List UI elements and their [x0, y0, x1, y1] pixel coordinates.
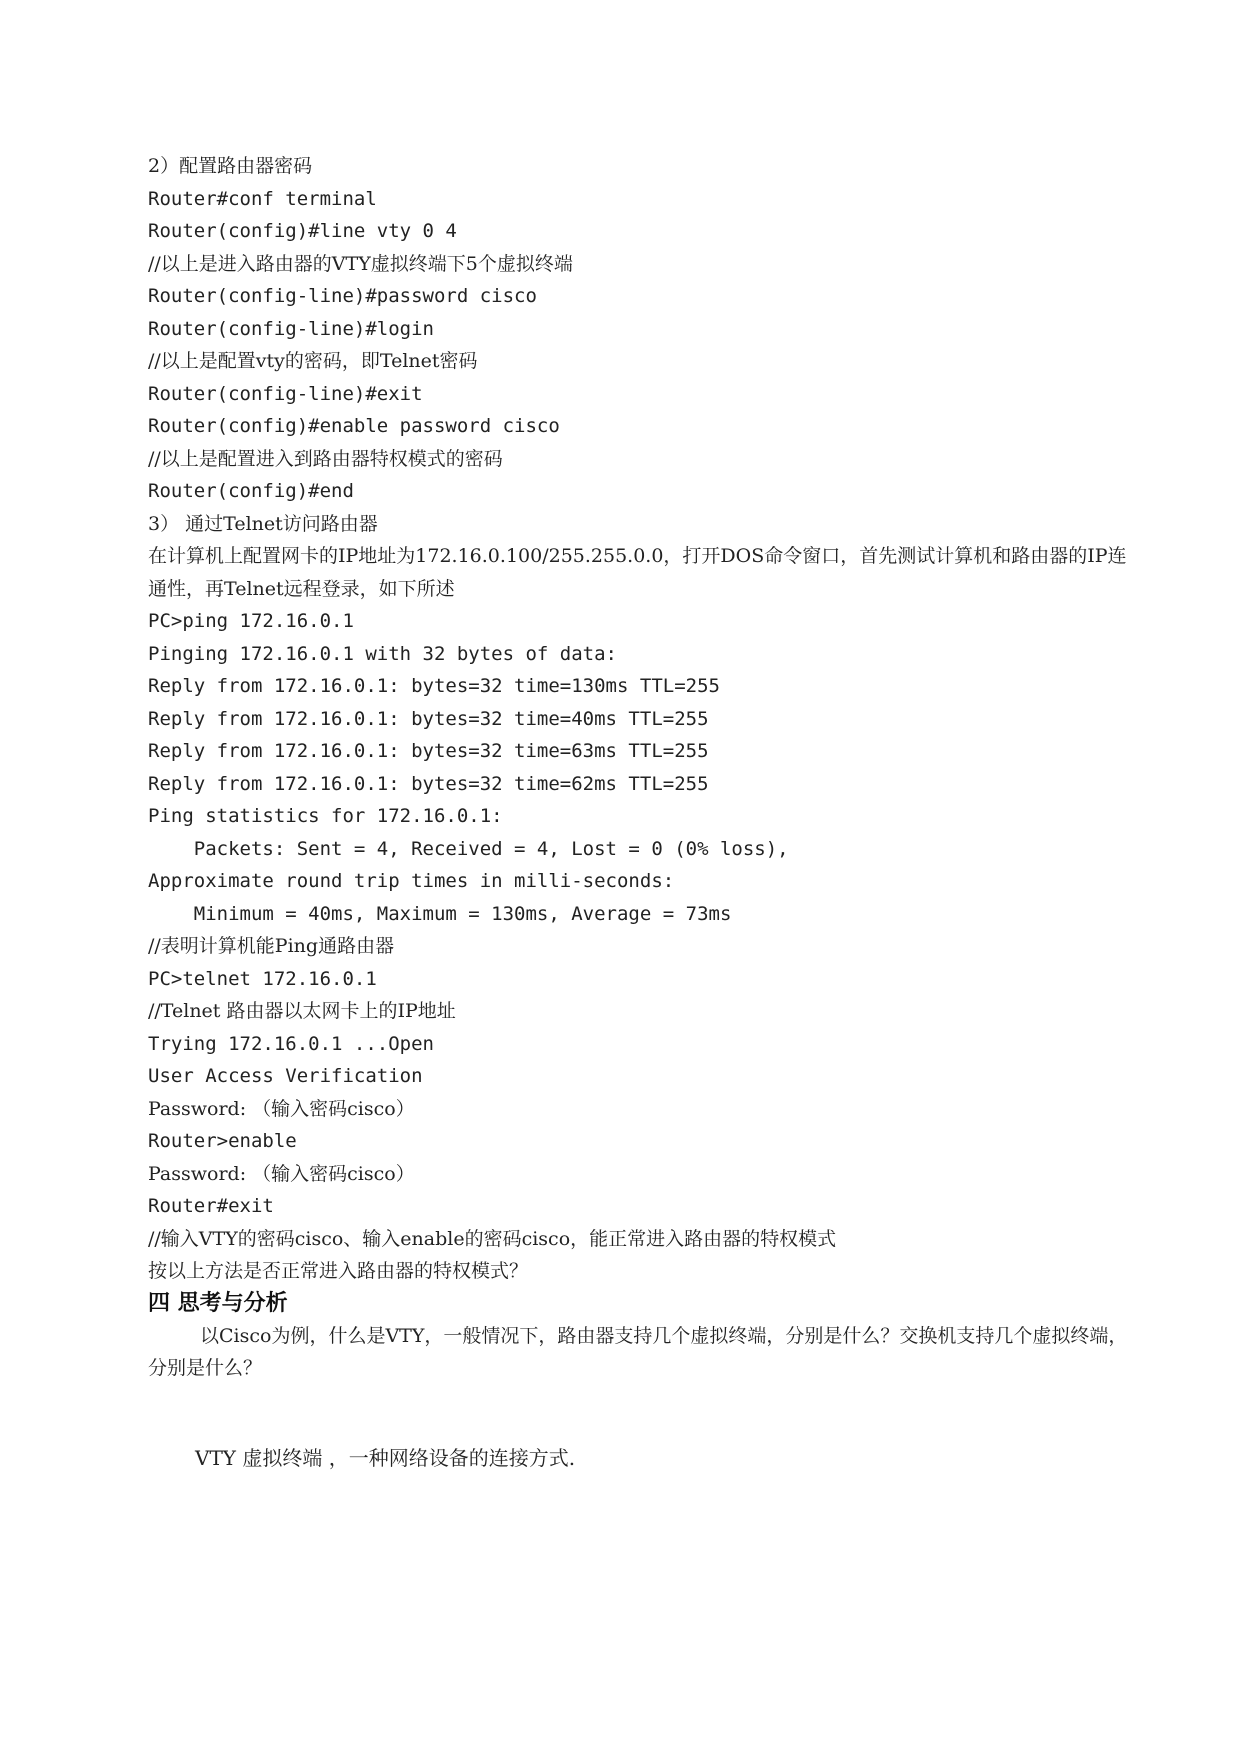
config-line: Router(config-line)#login	[148, 317, 434, 340]
ping-line: Pinging 172.16.0.1 with 32 bytes of data:	[148, 642, 617, 665]
telnet-line: Trying 172.16.0.1 ...Open	[148, 1032, 434, 1055]
section-3-title: 3） 通过Telnet访问路由器	[148, 512, 378, 535]
ping-line: Minimum = 40ms, Maximum = 130ms, Average = 73ms	[148, 902, 732, 925]
section-4-title: 四 思考与分析	[148, 1290, 288, 1316]
section-2-title: 2）配置路由器密码	[148, 155, 313, 177]
section-3-paragraph: 在计算机上配置网卡的IP地址为172.16.0.100/255.255.0.0，打开DOS命令窗口，首先测试计算机和路由器的IP连通性，再Telnet远程登录，如下所述	[148, 545, 1127, 600]
telnet-comment: //输入VTY的密码cisco、输入enable的密码cisco，能正常进入路由器的特权模式	[148, 1227, 837, 1250]
config-line: Router#conf terminal	[148, 187, 377, 210]
telnet-question: 按以上方法是否正常进入路由器的特权模式？	[148, 1260, 529, 1282]
ping-line: Reply from 172.16.0.1: bytes=32 time=62ms TTL=255	[148, 772, 709, 795]
config-line: Router(config)#end	[148, 480, 354, 502]
config-comment: //以上是进入路由器的VTY虚拟终端下5个虚拟终端	[148, 252, 573, 275]
ping-line: Reply from 172.16.0.1: bytes=32 time=130ms TTL=255	[148, 675, 720, 697]
telnet-session-block	[148, 963, 1128, 1288]
config-comment: //以上是配置vty的密码，即Telnet密码	[148, 350, 478, 372]
telnet-line: Router#exit	[148, 1195, 274, 1217]
ping-session-block	[148, 605, 1128, 963]
router-config-block	[148, 183, 1128, 508]
ping-line: Reply from 172.16.0.1: bytes=32 time=40ms TTL=255	[148, 707, 709, 730]
telnet-line: Password: （输入密码cisco）	[148, 1162, 415, 1185]
ping-line: Approximate round trip times in milli-seconds:	[148, 870, 675, 892]
config-line: Router(config-line)#exit	[148, 382, 423, 405]
telnet-line: Password: （输入密码cisco）	[148, 1097, 415, 1120]
config-line: Router(config)#enable password cisco	[148, 415, 560, 437]
ping-line: Reply from 172.16.0.1: bytes=32 time=63ms TTL=255	[148, 740, 709, 762]
config-comment: //以上是配置进入到路由器特权模式的密码	[148, 447, 503, 470]
telnet-comment: //Telnet 路由器以太网卡上的IP地址	[148, 1000, 456, 1022]
ping-comment: //表明计算机能Ping通路由器	[148, 935, 395, 957]
answer-text: VTY 虚拟终端 ，一种网络设备的连接方式.	[195, 1446, 576, 1470]
ping-line: PC>ping 172.16.0.1	[148, 610, 354, 632]
telnet-line: User Access Verification	[148, 1065, 423, 1087]
ping-line: Ping statistics for 172.16.0.1:	[148, 805, 503, 827]
document-body	[148, 150, 1128, 1385]
telnet-line: PC>telnet 172.16.0.1	[148, 967, 377, 990]
telnet-line: Router>enable	[148, 1130, 297, 1152]
ping-line: Packets: Sent = 4, Received = 4, Lost = 0 (0% loss),	[148, 837, 789, 860]
config-line: Router(config)#line vty 0 4	[148, 220, 457, 242]
section-4-question: 以Cisco为例，什么是VTY，一般情况下，路由器支持几个虚拟终端，分别是什么？交换机支持几个虚拟终端，分别是什么？	[148, 1324, 1128, 1379]
config-line: Router(config-line)#password cisco	[148, 285, 537, 307]
